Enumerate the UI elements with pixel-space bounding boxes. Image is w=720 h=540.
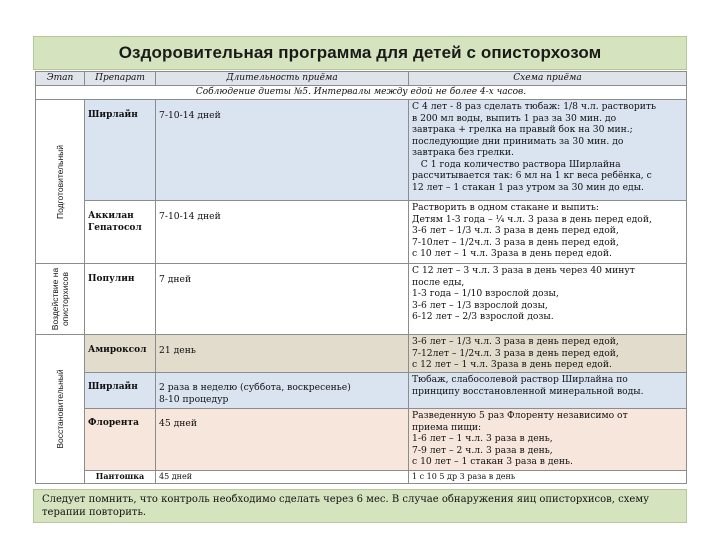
duration-cell: 7 дней (156, 264, 409, 335)
table-row (36, 201, 687, 264)
scheme-line: 7-12лет – 1/2ч.л. 3 раза в день перед едой, (412, 347, 619, 359)
drug-cell: Ширлайн (85, 373, 156, 409)
scheme-line: 3-6 лет – 1/3 ч.л. 3 раза в день перед едой, (412, 336, 619, 347)
stage-cell-recovery (36, 335, 85, 484)
scheme-line: Растворить в одном стакане и выпить: (412, 202, 599, 213)
header-drug: Препарат (85, 72, 156, 86)
duration-cell: 45 дней (156, 409, 409, 471)
scheme-line: 3-6 лет – 1/3 взрослой дозы, (412, 299, 548, 311)
scheme-cell (409, 201, 687, 264)
diet-row (36, 86, 687, 100)
title-banner (33, 36, 687, 70)
header-duration: Длительность приёма (156, 72, 409, 86)
scheme-line: 6-12 лет – 2/3 взрослой дозы. (412, 311, 554, 322)
program-table (35, 71, 687, 484)
stage-cell-impact (36, 264, 85, 335)
scheme-cell (409, 264, 687, 335)
scheme-line: 3-6 лет – 1/3 ч.л. 3 раза в день перед едой, (412, 225, 619, 236)
stage-label-recovery: Восстановительный (55, 369, 65, 449)
scheme-cell (409, 373, 687, 409)
duration-cell: 7-10-14 дней (156, 100, 409, 201)
drug-cell: Популин (85, 264, 156, 335)
scheme-line: рассчитывается так: 6 мл на 1 кг веса ребёнка, с (412, 170, 652, 181)
scheme-line: приема пищи: (412, 421, 482, 433)
scheme-line: с 10 лет – 1 стакан 3 раза в день. (412, 456, 573, 467)
scheme-line: Разведенную 5 раз Флоренту независимо от (412, 410, 628, 421)
drug-cell: Пантошка (85, 471, 156, 484)
scheme-line: 1-3 года – 1/10 взрослой дозы, (412, 288, 559, 299)
table-row (36, 409, 687, 471)
scheme-line: последующие дни принимать за 30 мин. до (412, 135, 624, 147)
scheme-cell (409, 100, 687, 201)
drug-line: Аккилан (88, 211, 134, 221)
header-scheme: Схема приёма (409, 72, 687, 86)
scheme-line: Детям 1-3 года – ¼ ч.л. 3 раза в день перед едой, (412, 213, 652, 225)
scheme-line: с 12 лет – 1 ч.л. 3раза в день перед едой. (412, 359, 612, 370)
scheme-line: с 10 лет – 1 ч.л. 3раза в день перед едой. (412, 248, 612, 259)
duration-cell: 45 дней (156, 471, 409, 484)
scheme-line: Тюбаж, слабосолевой раствор Ширлайна по (412, 374, 628, 385)
drug-cell: Флорента (85, 409, 156, 471)
scheme-line: 7-9 лет – 2 ч.л. 3 раза в день, (412, 444, 553, 456)
duration-cell: 7-10-14 дней (156, 201, 409, 264)
page-title: Оздоровительная программа для детей с описторхозом (118, 43, 602, 62)
drug-line: Гепатосол (88, 222, 142, 233)
table-row (36, 373, 687, 409)
scheme-line: завтрака без грелки. (412, 147, 514, 158)
duration-line: 8-10 процедур (159, 393, 229, 405)
scheme-cell (409, 335, 687, 373)
diet-note: Соблюдение диеты №5. Интервалы между едой не более 4-х часов. (36, 86, 687, 100)
scheme-line: 7-10лет – 1/2ч.л. 3 раза в день перед едой, (412, 236, 619, 248)
scheme-cell (409, 409, 687, 471)
scheme-line: после еды, (412, 276, 465, 288)
scheme-line: 12 лет – 1 стакан 1 раз утром за 30 мин до еды. (412, 181, 644, 193)
scheme-line: принципу восстановленной минеральной воды. (412, 385, 644, 397)
header-stage: Этап (36, 72, 85, 86)
scheme-line: 1-6 лет – 1 ч.л. 3 раза в день, (412, 433, 553, 444)
drug-cell: Ширлайн (85, 100, 156, 201)
scheme-cell: 1 с 10 5 др 3 раза в день (409, 471, 687, 484)
table-row (36, 264, 687, 335)
duration-cell (156, 373, 409, 409)
scheme-line: С 4 лет - 8 раз сделать тюбаж: 1/8 ч.л. растворить (412, 101, 656, 112)
scheme-line: С 12 лет – 3 ч.л. 3 раза в день через 40 минут (412, 265, 635, 276)
duration-cell: 21 день (156, 335, 409, 373)
table-row (36, 100, 687, 201)
table-row (36, 335, 687, 373)
bottom-note: Следует помнить, что контроль необходимо сделать через 6 мес. В случае обнаружения яиц описторхисов, схему терапии повторить. (33, 489, 687, 523)
table-row (36, 471, 687, 484)
duration-line: 2 раза в неделю (суббота, воскресенье) (159, 382, 351, 393)
scheme-line: в 200 мл воды, выпить 1 раз за 30 мин. до (412, 112, 617, 124)
stage-label-preparatory: Подготовительный (55, 144, 65, 219)
scheme-line: С 1 года количество раствора Ширлайна (412, 158, 621, 170)
drug-cell (85, 201, 156, 264)
stage-cell-preparatory (36, 100, 85, 264)
header-row (36, 72, 687, 86)
drug-cell: Амироксол (85, 335, 156, 373)
stage-label-impact: Воздействие на описторхисов (50, 267, 70, 331)
scheme-line: завтрака + грелка на правый бок на 30 мин.; (412, 124, 633, 135)
